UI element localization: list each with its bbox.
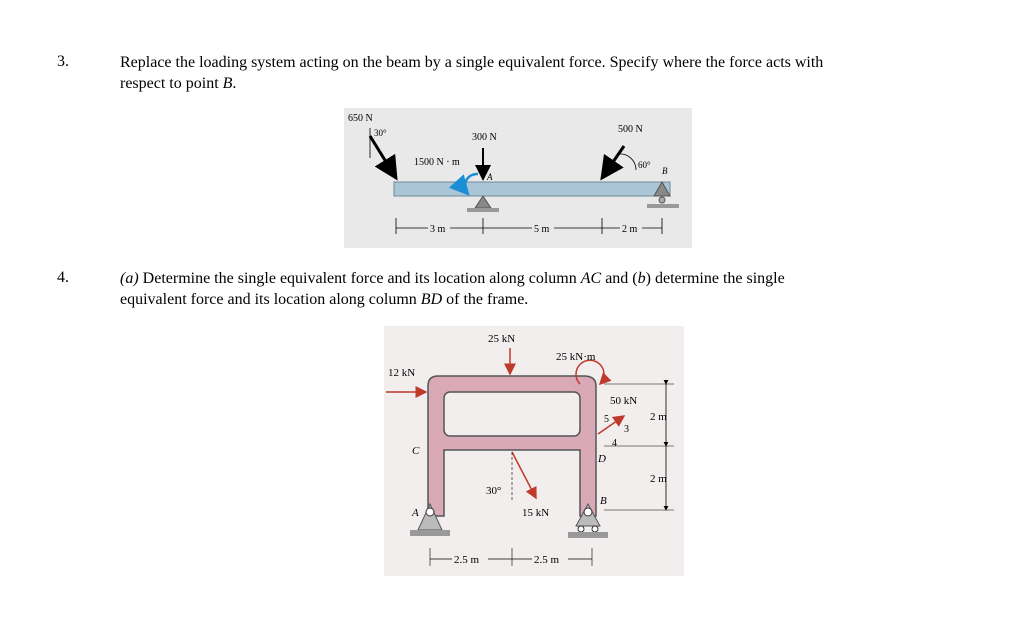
point-c-label: C xyxy=(412,445,420,457)
slope-4-label: 4 xyxy=(612,438,617,449)
roller-b1 xyxy=(578,526,584,532)
slope-5-label: 5 xyxy=(604,414,609,425)
point-a-label: A xyxy=(412,507,419,519)
force-500n-label: 500 N xyxy=(618,124,643,135)
angle-60-label: 60° xyxy=(638,160,651,170)
force-15kn-label: 15 kN xyxy=(522,507,550,519)
ground-b xyxy=(647,204,679,208)
problem-number-3: 3. xyxy=(57,53,69,70)
problem-4-line1-d: and ( xyxy=(601,270,638,287)
dim-2-5m-label-2: 2.5 m xyxy=(534,554,560,566)
problem-4-line1-b: Determine the single equivalent force and its location along column xyxy=(138,270,581,287)
dim-3m-label: 3 m xyxy=(430,224,446,235)
pin-a xyxy=(426,508,434,516)
problem-3-point-b: B xyxy=(222,75,233,92)
force-12kn-label: 12 kN xyxy=(388,367,416,379)
column-bd: BD xyxy=(420,291,443,308)
ground-a xyxy=(467,208,499,212)
problem-3-line2-post: . xyxy=(232,75,237,92)
dim-5m-label: 5 m xyxy=(534,224,550,235)
frame-figure xyxy=(384,326,684,576)
ground-a xyxy=(410,530,450,536)
force-300n-label: 300 N xyxy=(472,132,497,143)
pin-b xyxy=(584,508,592,516)
slope-3-label: 3 xyxy=(624,424,629,435)
roller-b xyxy=(659,197,665,203)
frame-opening xyxy=(444,392,580,436)
point-b-label: B xyxy=(600,495,607,507)
problem-4-line2-a: equivalent force and its location along column xyxy=(120,291,421,308)
point-b-label: B xyxy=(662,166,668,176)
moment-25knm-label: 25 kN·m xyxy=(556,351,596,363)
problem-4-line2-c: of the frame. xyxy=(442,291,529,308)
problem-4-line1-f: ) determine the single xyxy=(645,270,785,287)
force-650n-label: 650 N xyxy=(348,113,373,124)
problem-3-line1: Replace the loading system acting on the beam by a single equivalent force. Specify where the force acts with xyxy=(120,54,824,71)
problem-3-text xyxy=(120,52,823,94)
dim-2m-upper-label: 2 m xyxy=(650,411,667,423)
beam xyxy=(394,182,670,196)
problem-3-line2-pre: respect to point xyxy=(120,75,223,92)
column-ac: AC xyxy=(580,270,602,287)
dim-2-5m-label-1: 2.5 m xyxy=(454,554,480,566)
part-a-marker: (a) xyxy=(120,270,139,287)
force-25kn-label: 25 kN xyxy=(488,333,516,345)
problem-number-4: 4. xyxy=(57,269,69,286)
angle-30-label: 30° xyxy=(374,128,387,138)
ground-b xyxy=(568,532,608,538)
force-50kn-label: 50 kN xyxy=(610,395,638,407)
angle-30-label: 30° xyxy=(486,485,502,497)
problem-4-text xyxy=(120,268,785,310)
point-d-label: D xyxy=(598,453,606,465)
dim-2m-label: 2 m xyxy=(622,224,638,235)
part-b-marker: b xyxy=(637,270,646,287)
point-a-label: A xyxy=(487,172,493,182)
roller-b2 xyxy=(592,526,598,532)
beam-figure xyxy=(344,108,692,248)
dim-2m-lower-label: 2 m xyxy=(650,473,667,485)
moment-1500-label: 1500 N · m xyxy=(414,157,460,168)
